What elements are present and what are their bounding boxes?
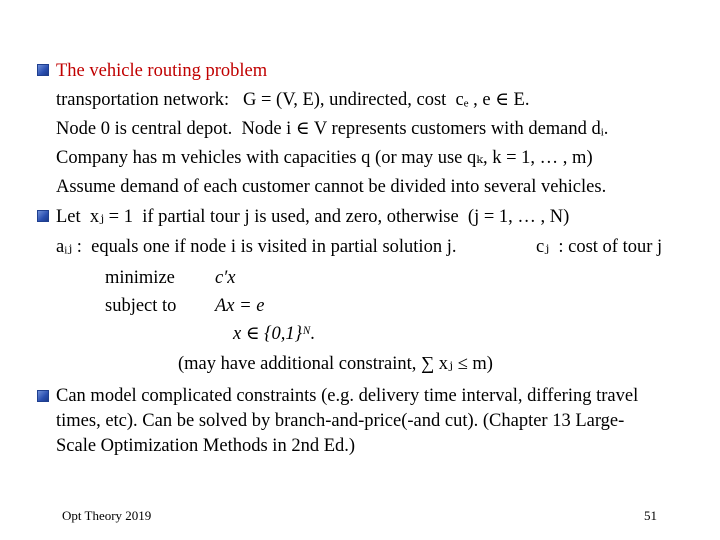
text-line-cj: cⱼ : cost of tour j: [536, 237, 663, 257]
section-title: The vehicle routing problem: [56, 61, 268, 81]
text-line-network: transportation network: G = (V, E), undirected, cost cₑ , e ∈ E.: [56, 90, 530, 110]
constraint-binary: x ∈ {0,1}ᴺ.: [233, 324, 316, 344]
text-line-complicated: Can model complicated constraints (e.g. delivery time interval, differing travel: [56, 386, 639, 406]
text-line-vehicles: Company has m vehicles with capacities q (or may use qₖ, k = 1, … , m): [56, 148, 593, 168]
bullet-marker-2-icon: [37, 210, 49, 222]
bullet-marker-3-icon: [37, 390, 49, 402]
bullet-marker-1-icon: [37, 64, 49, 76]
minimize-label: minimize: [105, 268, 175, 288]
minimize-expression: c′x: [215, 268, 236, 288]
text-line-depot: Node 0 is central depot. Node i ∈ V represents customers with demand dᵢ.: [56, 119, 609, 139]
text-line-branch-price: times, etc). Can be solved by branch-and-price(-and cut). (Chapter 13 Large-: [56, 411, 625, 431]
additional-constraint-note: (may have additional constraint, ∑ xⱼ ≤ m): [178, 354, 493, 374]
text-line-demand: Assume demand of each customer cannot be divided into several vehicles.: [56, 177, 607, 197]
text-line-aij: aᵢⱼ : equals one if node i is visited in partial solution j.: [56, 237, 457, 257]
text-line-let: Let xⱼ = 1 if partial tour j is used, and zero, otherwise (j = 1, … , N): [56, 207, 570, 227]
constraint-ax-e: Ax = e: [215, 296, 265, 316]
text-line-chapter: Scale Optimization Methods in 2nd Ed.): [56, 436, 356, 456]
footer-course: Opt Theory 2019: [62, 508, 152, 523]
page-number: 51: [644, 508, 657, 523]
subject-to-label: subject to: [105, 296, 177, 316]
